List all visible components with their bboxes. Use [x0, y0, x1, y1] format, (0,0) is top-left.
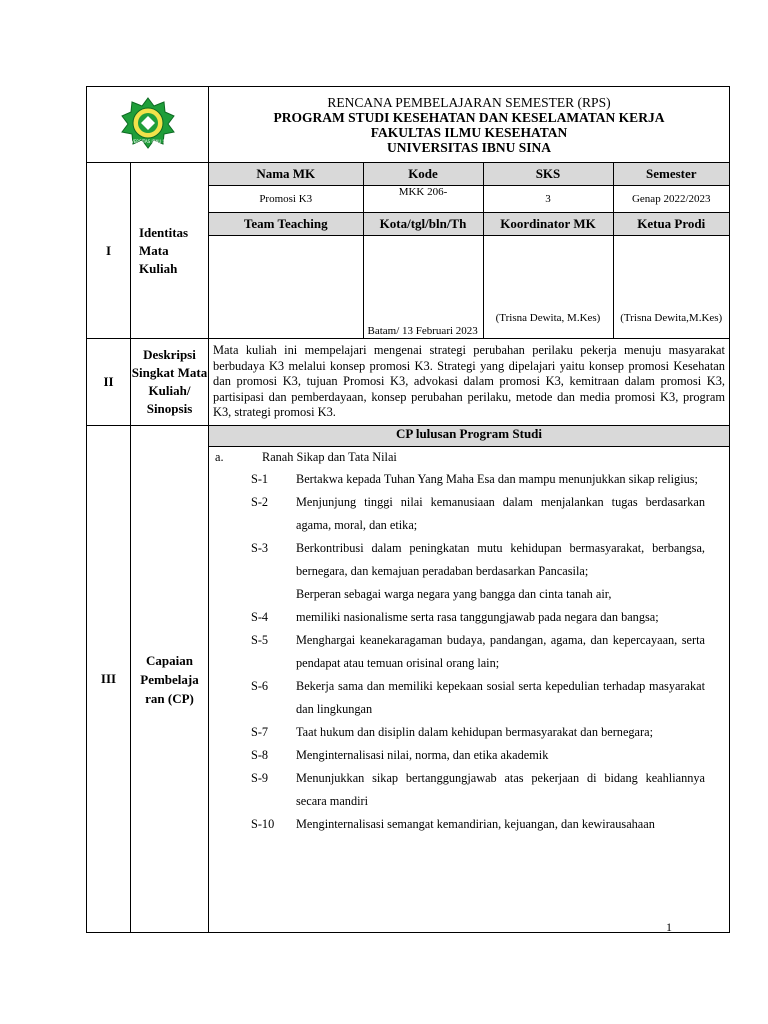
header-row — [87, 87, 730, 163]
section-number: III — [87, 426, 131, 933]
cp-text: Menjunjung tinggi nilai kemanusiaan dalam menjalankan tugas berdasarkan agama, moral, dan etika; — [296, 495, 705, 532]
section-label: Deskripsi Singkat Mata Kuliah/ Sinopsis — [131, 339, 209, 426]
logo-text: UNIVERSITAS IBNU SINA — [123, 139, 172, 144]
cp-subsection — [209, 447, 729, 468]
list-item — [209, 583, 729, 606]
value-kota-tgl: Batam/ 13 Februari 2023 — [363, 236, 483, 339]
cp-text: Taat hukum dan disiplin dalam kehidupan bermasyarakat dan bernegara; — [296, 725, 653, 739]
cp-text: Menginternalisasi nilai, norma, dan etika akademik — [296, 748, 549, 762]
header-kota-tgl: Kota/tgl/bln/Th — [363, 213, 483, 236]
subsection-letter: a. — [215, 450, 224, 464]
section-identitas — [87, 163, 730, 339]
list-item — [209, 629, 729, 675]
header-program: PROGRAM STUDI KESEHATAN DAN KESELAMATAN KERJA — [273, 109, 665, 125]
cp-text: memiliki nasionalisme serta rasa tanggungjawab pada negara dan bangsa; — [296, 610, 659, 624]
value-team-teaching — [209, 236, 363, 339]
cp-text: Menghargai keanekaragaman budaya, pandangan, agama, dan kepercayaan, serta pendapat atau temuan orisinal orang lain; — [296, 633, 705, 670]
cp-body — [209, 447, 729, 836]
header-university: UNIVERSITAS IBNU SINA — [386, 139, 552, 155]
header-koordinator: Koordinator MK — [483, 213, 613, 236]
cp-code: S-1 — [251, 472, 269, 486]
list-item — [209, 675, 729, 721]
value-nama-mk: Promosi K3 — [209, 186, 363, 213]
document-header — [209, 87, 730, 163]
header-kode: Kode — [363, 163, 483, 186]
cp-text: Bertakwa kepada Tuhan Yang Maha Esa dan mampu menunjukkan sikap religius; — [296, 472, 698, 486]
section-number: I — [87, 163, 131, 339]
cp-text: Bekerja sama dan memiliki kepekaan sosial serta kepedulian terhadap masyarakat dan lingkungan — [296, 679, 705, 716]
identitas-table — [209, 163, 729, 338]
cp-text: Berperan sebagai warga negara yang bangga dan cinta tanah air, — [296, 587, 612, 601]
value-sks: 3 — [483, 186, 613, 213]
subsection-title: Ranah Sikap dan Tata Nilai — [262, 450, 397, 464]
cp-code: S-6 — [251, 679, 269, 693]
cp-text: Menunjukkan sikap bertanggungjawab atas pekerjaan di bidang keahliannya secara mandiri — [296, 771, 705, 808]
list-item — [209, 537, 729, 583]
list-item — [209, 744, 729, 767]
cp-text: Menginternalisasi semangat kemandirian, kejuangan, dan kewirausahaan — [296, 817, 655, 831]
value-semester: Genap 2022/2023 — [613, 186, 729, 213]
header-semester: Semester — [613, 163, 729, 186]
university-logo-icon — [117, 94, 179, 150]
list-item — [209, 767, 729, 813]
rps-table — [86, 86, 730, 933]
section-deskripsi — [87, 339, 730, 426]
course-description: Mata kuliah ini mempelajari mengenai strategi perubahan perilaku pekerja menuju masyarakat berbudaya K3 melalui konsep promosi K3. Strategi yang dipelajari yaitu konsep promosi Kesehatan dan promosi K3, tujuan Promosi K3, advokasi dalam promosi K3, kemitraan dalam promosi K3, partisipasi dan pemberdayaan, konsep perubahan perilaku, metode dan media promosi K3, program K3, strategi promosi K3. — [209, 339, 730, 426]
cp-cell — [209, 426, 730, 933]
section-label: Capaian Pembelaja ran (CP) — [131, 426, 209, 933]
list-item — [209, 491, 729, 537]
list-item — [209, 606, 729, 629]
section-label: Identitas Mata Kuliah — [131, 163, 209, 339]
cp-code: S-5 — [251, 633, 269, 647]
value-kode: MKK 206- — [363, 186, 483, 213]
list-item — [209, 721, 729, 744]
header-nama-mk: Nama MK — [209, 163, 363, 186]
header-sks: SKS — [483, 163, 613, 186]
cp-code: S-4 — [251, 610, 269, 624]
cp-code: S-10 — [251, 817, 275, 831]
header-faculty: FAKULTAS ILMU KESEHATAN — [370, 124, 568, 140]
cp-items-list — [209, 468, 729, 836]
section-number: II — [87, 339, 131, 426]
section-capaian — [87, 426, 730, 933]
value-ketua-prodi: (Trisna Dewita,M.Kes) — [613, 236, 729, 339]
header-team-teaching: Team Teaching — [209, 213, 363, 236]
cp-code: S-2 — [251, 495, 269, 509]
header-ketua-prodi: Ketua Prodi — [613, 213, 729, 236]
list-item — [209, 468, 729, 491]
cp-code: S-9 — [251, 771, 269, 785]
value-koordinator: (Trisna Dewita, M.Kes) — [483, 236, 613, 339]
cp-code: S-7 — [251, 725, 269, 739]
cp-code: S-8 — [251, 748, 269, 762]
cp-text: Berkontribusi dalam peningkatan mutu kehidupan bermasyarakat, berbangsa, bernegara, dan kemajuan peradaban berdasarkan Pancasila; — [296, 541, 705, 578]
logo-cell — [87, 87, 209, 163]
list-item — [209, 813, 729, 836]
cp-title: CP lulusan Program Studi — [209, 426, 729, 447]
cp-code: S-3 — [251, 541, 269, 555]
header-title: RENCANA PEMBELAJARAN SEMESTER (RPS) — [327, 94, 611, 110]
page-number: 1 — [666, 920, 672, 934]
